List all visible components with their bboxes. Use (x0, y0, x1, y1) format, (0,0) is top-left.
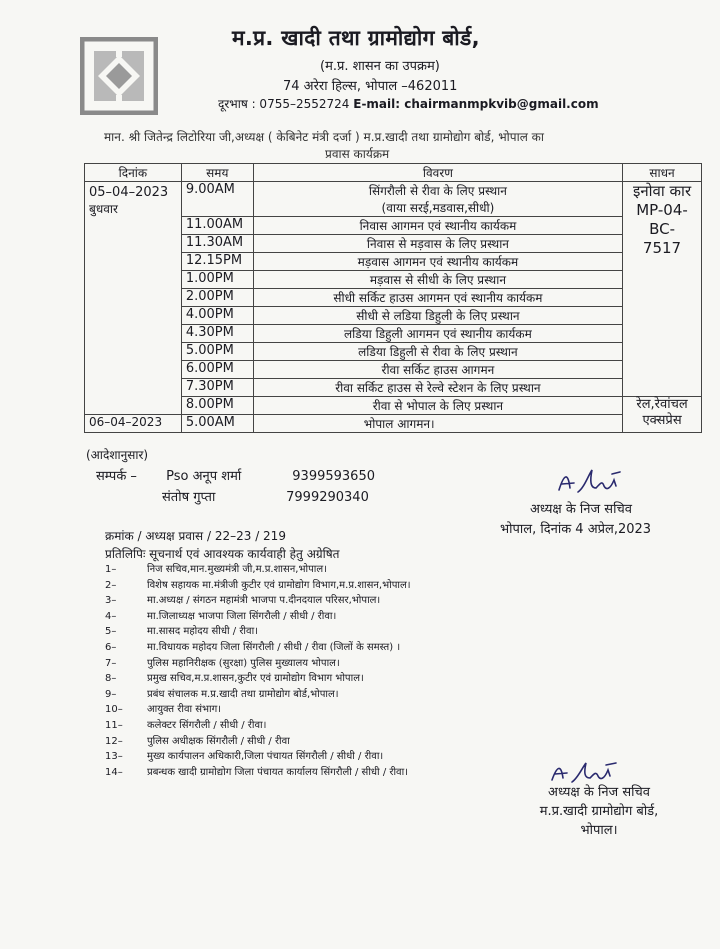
item-text: आयुक्त रीवा संभाग। (147, 704, 222, 716)
item-number: 11– (105, 719, 123, 731)
desc-line: सिंगरौली से रीवा के लिए प्रस्थान (368, 184, 507, 198)
transport-cell-1 (623, 182, 702, 397)
table-row (85, 415, 702, 433)
item-text: मा.सासद महोदय सीधी / रीवा। (147, 626, 258, 638)
desc-cell: रीवा सर्किट हाउस आगमन (253, 361, 622, 379)
item-number: 10– (105, 704, 123, 716)
item-text: निज सचिव,मान.मुख्यमंत्री जी,म.प्र.शासन,भोपाल। (147, 564, 327, 575)
table-row (85, 182, 702, 217)
list-item (105, 561, 411, 577)
time-cell: 12.15PM (181, 253, 253, 271)
list-item (105, 655, 411, 671)
list-item (105, 733, 411, 749)
time-cell: 7.30PM (181, 379, 253, 397)
desc-cell: मड़वास आगमन एवं स्थानीय कार्यकम (253, 253, 622, 271)
date-cell-2: 06–04–2023 (85, 415, 182, 433)
time-cell: 11.00AM (181, 217, 253, 235)
transport-cell-2 (623, 397, 702, 433)
item-number: 6– (105, 641, 117, 653)
transport-line: BC- (649, 220, 675, 238)
item-text: मा.जिलाध्यक्ष भाजपा जिला सिंगरौली / सीधी / रीवा। (147, 610, 337, 622)
desc-cell: सीधी से लडिया डिहुली के लिए प्रस्थान (253, 307, 622, 325)
list-item (105, 639, 411, 655)
schedule-table (84, 163, 702, 433)
list-item (105, 670, 411, 686)
signature-1 (554, 466, 634, 500)
desc-cell (253, 182, 622, 217)
item-text: मा.विधायक महोदय जिला सिंगरौली / सीधी / रीवा (जिलों के समस्त) । (147, 641, 401, 653)
col-header-time: समय (181, 164, 253, 182)
day-value: बुधवार (89, 202, 118, 216)
item-number: 9– (105, 688, 117, 700)
signatory-org: म.प्र.खादी ग्रामोद्योग बोर्ड, (539, 804, 659, 819)
time-cell: 5.00AM (181, 415, 253, 433)
item-text: प्रबंध संचालक म.प्र.खादी तथा ग्रामोद्योग बोर्ड,भोपाल। (147, 688, 339, 700)
item-number: 3– (105, 595, 117, 607)
list-item (105, 764, 411, 780)
time-cell: 5.00PM (181, 343, 253, 361)
item-number: 4– (105, 610, 117, 622)
item-text: कलेक्टर सिंगरौली / सीधी / रीवा। (147, 719, 267, 731)
transport-line: एक्सप्रेस (642, 413, 682, 428)
list-item (105, 717, 411, 733)
board-logo-icon (80, 37, 158, 115)
item-text: प्रबन्धक खादी ग्रामोद्योग जिला पंचायत कार्यालय सिंगरौली / सीधी / रीवा। (147, 766, 408, 778)
doc-subtitle: प्रवास कार्यक्रम (325, 147, 390, 161)
item-text: मुख्य कार्यपालन अधिकारी,जिला पंचायत सिंगरौली / सीधी / रीवा। (147, 751, 384, 763)
order-tag: (आदेशानुसार) (86, 448, 149, 462)
item-number: 7– (105, 657, 117, 669)
desc-cell: रीवा से भोपाल के लिए प्रस्थान (253, 397, 622, 415)
desc-cell: सीधी सर्किट हाउस आगमन एवं स्थानीय कार्यकम (253, 289, 622, 307)
item-number: 5– (105, 626, 117, 638)
item-number: 1– (105, 564, 117, 575)
contact-name: संतोष गुप्ता (162, 490, 216, 505)
desc-cell: भोपाल आगमन। (253, 415, 622, 433)
time-cell: 1.00PM (181, 271, 253, 289)
item-text: मा.अध्यक्ष / संगठन महामंत्री भाजपा प.दीनदयाल परिसर,भोपाल। (147, 595, 381, 607)
signatory-title: अध्यक्ष के निज सचिव (548, 785, 650, 800)
signatory-place: भोपाल। (580, 823, 618, 838)
signature-block-2 (514, 783, 684, 840)
contact-phone: 9399593650 (292, 469, 375, 484)
table-header-row (85, 164, 702, 182)
doc-title: मान. श्री जितेन्द्र लिटोरिया जी,अध्यक्ष ( केबिनेट मंत्री दर्जा ) म.प्र.खादी तथा ग्रामोद्योग बोर्ड, भोपाल का (104, 130, 544, 144)
time-cell: 11.30AM (181, 235, 253, 253)
desc-cell: लडिया डिहुली से रीवा के लिए प्रस्थान (253, 343, 622, 361)
item-number: 14– (105, 766, 123, 778)
transport-line: MP-04- (636, 201, 688, 219)
list-item (105, 701, 411, 717)
desc-line: (वाया सरई,मडवास,सीधी) (381, 201, 495, 215)
desc-cell: लडिया डिहुली आगमन एवं स्थानीय कार्यकम (253, 325, 622, 343)
time-cell: 9.00AM (181, 182, 253, 217)
email-text: E-mail: chairmanmpkvib@gmail.com (353, 97, 599, 111)
item-text: विशेष सहायक मा.मंत्रीजी कुटीर एवं ग्रामोद्योग विभाग,म.प्र.शासन,भोपाल। (147, 579, 411, 591)
org-name: म.प्र. खादी तथा ग्रामोद्योग बोर्ड, (232, 26, 480, 50)
col-header-description: विवरण (253, 164, 622, 182)
time-cell: 4.00PM (181, 307, 253, 325)
item-text: पुलिस महानिरीक्षक (सुरक्षा) पुलिस मुख्यालय भोपाल। (147, 657, 340, 669)
col-header-date: दिनांक (85, 164, 182, 182)
org-contact (218, 95, 599, 112)
time-cell: 6.00PM (181, 361, 253, 379)
list-item (105, 608, 411, 624)
time-cell: 2.00PM (181, 289, 253, 307)
place-date: भोपाल, दिनांक 4 अप्रेल,2023 (500, 522, 652, 537)
list-item (105, 623, 411, 639)
item-number: 2– (105, 579, 117, 591)
contact-phone: 7999290340 (286, 490, 369, 505)
contact-name: Pso अनूप शर्मा (166, 469, 242, 484)
org-address: 74 अरेरा हिल्स, भोपाल –462011 (283, 79, 458, 94)
time-cell: 4.30PM (181, 325, 253, 343)
transport-line: 7517 (642, 239, 682, 257)
copy-to-heading: प्रतिलिपिः सूचनार्थ एवं आवश्यक कार्यवाही हेतु अग्रेषित (105, 547, 340, 561)
phone-text: दूरभाष : 0755–2552724 (218, 97, 350, 111)
desc-cell: निवास आगमन एवं स्थानीय कार्यकम (253, 217, 622, 235)
date-cell-1 (85, 182, 182, 415)
contact-line-2 (162, 487, 369, 505)
org-subtitle: (म.प्र. शासन का उपक्रम) (320, 59, 440, 74)
transport-line: रेल,रेवांचल (636, 397, 688, 412)
desc-cell: निवास से मड़वास के लिए प्रस्थान (253, 235, 622, 253)
list-item (105, 577, 411, 593)
desc-cell: रीवा सर्किट हाउस से रेल्वे स्टेशन के लिए प्रस्थान (253, 379, 622, 397)
date-value: 05–04–2023 (89, 185, 169, 200)
signature-block-1 (500, 500, 651, 540)
contact-label: सम्पर्क – (96, 469, 137, 484)
copy-list (105, 561, 411, 779)
list-item (105, 748, 411, 764)
item-text: पुलिस अधीक्षक सिंगरौली / सीधी / रीवा (147, 735, 290, 747)
contact-line-1 (96, 466, 375, 484)
list-item (105, 592, 411, 608)
signatory-title: अध्यक्ष के निज सचिव (530, 502, 632, 517)
item-number: 12– (105, 735, 123, 747)
item-number: 8– (105, 673, 117, 685)
reference-number: क्रमांक / अध्यक्ष प्रवास / 22–23 / 219 (105, 529, 286, 543)
item-text: प्रमुख सचिव,म.प्र.शासन,कुटीर एवं ग्रामोद्योग विभाग भोपाल। (147, 673, 364, 685)
desc-cell: मड़वास से सीधी के लिए प्रस्थान (253, 271, 622, 289)
list-item (105, 686, 411, 702)
item-number: 13– (105, 751, 123, 763)
time-cell: 8.00PM (181, 397, 253, 415)
col-header-transport: साधन (623, 164, 702, 182)
transport-line: इनोवा कार (632, 182, 692, 200)
